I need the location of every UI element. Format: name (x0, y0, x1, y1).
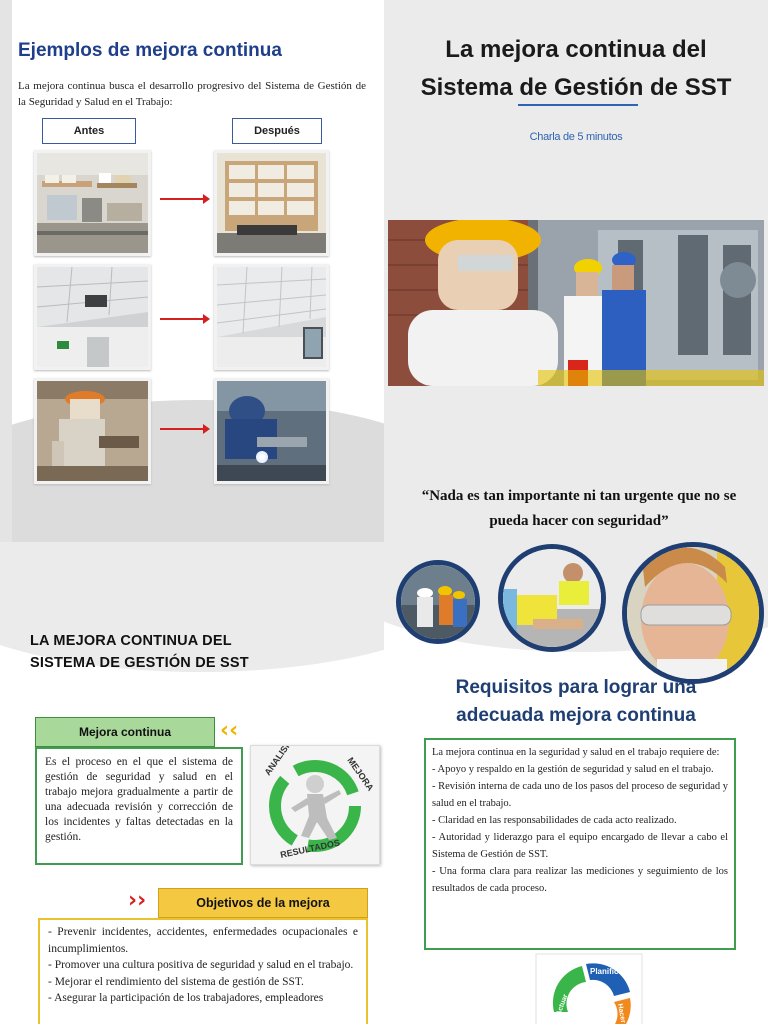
cycle-word-resultados: RESULTADOS (279, 837, 341, 860)
cycle-word-mejora: MEJORA (345, 755, 376, 793)
requirements-intro: La mejora continua en la seguridad y salud en el trabajo requiere de: (432, 747, 720, 758)
requirement-item: - Apoyo y respaldo en la gestión de seguridad y salud en el trabajo. (432, 764, 714, 775)
objetivo-item: - Mejorar el rendimiento del sistema de gestión de SST. (48, 975, 304, 988)
objetivo-item: - Promover una cultura positiva de seguridad y salud en el trabajo. (48, 959, 354, 971)
requirements-panel (384, 542, 768, 1024)
after-label: Después (232, 118, 322, 144)
after-photo-ceiling (214, 264, 329, 370)
definition-panel (0, 542, 384, 1024)
before-photo-office (34, 150, 151, 256)
panel-edge (0, 0, 12, 542)
requirement-item: - Claridad en las responsabilidades de cada acto realizado. (432, 815, 677, 826)
requirement-item: - Revisión interna de cada uno de los pasos del proceso de seguridad y salud en el trabajo. (432, 781, 728, 809)
requirements-list (424, 738, 736, 950)
pdca-label-hacer: Hacer (616, 1003, 627, 1024)
section-title-line2: SISTEMA DE GESTIÓN DE SST (30, 655, 249, 671)
cover-panel (384, 0, 768, 542)
pdca-label-actuar: Actuar (555, 993, 570, 1017)
examples-panel (0, 0, 384, 542)
title-underline (518, 104, 638, 106)
requirements-title (384, 674, 768, 730)
requirements-title-line2: adecuada mejora continua (456, 705, 696, 726)
objetivo-item: - Asegurar la participación de los trabajadores, empleadores (48, 992, 324, 1004)
cover-title-line1: La mejora continua del (445, 36, 707, 63)
after-photo-office (214, 150, 329, 256)
cover-quote: “Nada es tan importante ni tan urgente que no se pueda hacer con seguridad” (421, 488, 737, 529)
requirement-item: - Autoridad y liderazgo para el equipo encargado de llevar a cabo el Sistema de Gestión de SST. (432, 832, 728, 860)
requirements-title-line1: Requisitos para lograr una (455, 677, 697, 698)
arrow-right-icon (160, 428, 204, 430)
objetivos-label: Objetivos de la mejora (158, 888, 368, 918)
cover-photo-workers (388, 220, 764, 386)
arrow-right-icon (160, 198, 204, 200)
mejora-continua-label: Mejora continua (35, 717, 215, 747)
chevron-right-icon: ›› (128, 888, 147, 913)
section-title-line1: LA MEJORA CONTINUA DEL (30, 633, 232, 649)
circle-photo-safety-glasses (622, 542, 764, 684)
requirement-item: - Una forma clara para realizar las mediciones y seguimiento de los resultados de cada proceso. (432, 866, 728, 894)
circle-photo-first-aid (498, 544, 606, 652)
pdca-label-planificar: Planificar (590, 967, 627, 976)
improvement-cycle-image (250, 745, 380, 865)
cover-subtitle: Charla de 5 minutos (529, 131, 623, 143)
before-photo-ceiling (34, 264, 151, 370)
mejora-continua-text: Es el proceso en el que el sistema de gestión de seguridad y salud en el trabajo mejora gradualmente a partir de una adecuada revisión y corrección de los incidentes y faltas detectadas en la gestión. (35, 747, 243, 865)
examples-title: Ejemplos de mejora continua (18, 40, 282, 61)
chevron-left-icon: ‹‹ (220, 718, 239, 743)
objetivo-item: - Prevenir incidentes, accidentes, enfermedades ocupacionales e incumplimientos. (48, 926, 358, 955)
before-photo-worker (34, 378, 151, 484)
section-title (30, 630, 249, 674)
circle-photo-workers (396, 560, 480, 644)
after-photo-welder (214, 378, 329, 484)
arrow-right-icon (160, 318, 204, 320)
examples-intro: La mejora continua busca el desarrollo progresivo del Sistema de Gestión de la Seguridad y Salud en el Trabajo: (18, 80, 366, 108)
cycle-word-analisis: ANALISIS (262, 746, 295, 778)
cover-title-line2: Sistema de Gestión de SST (420, 74, 732, 101)
objetivos-list (38, 918, 368, 1024)
pdca-cycle-diagram (534, 952, 644, 1024)
before-label: Antes (42, 118, 136, 144)
